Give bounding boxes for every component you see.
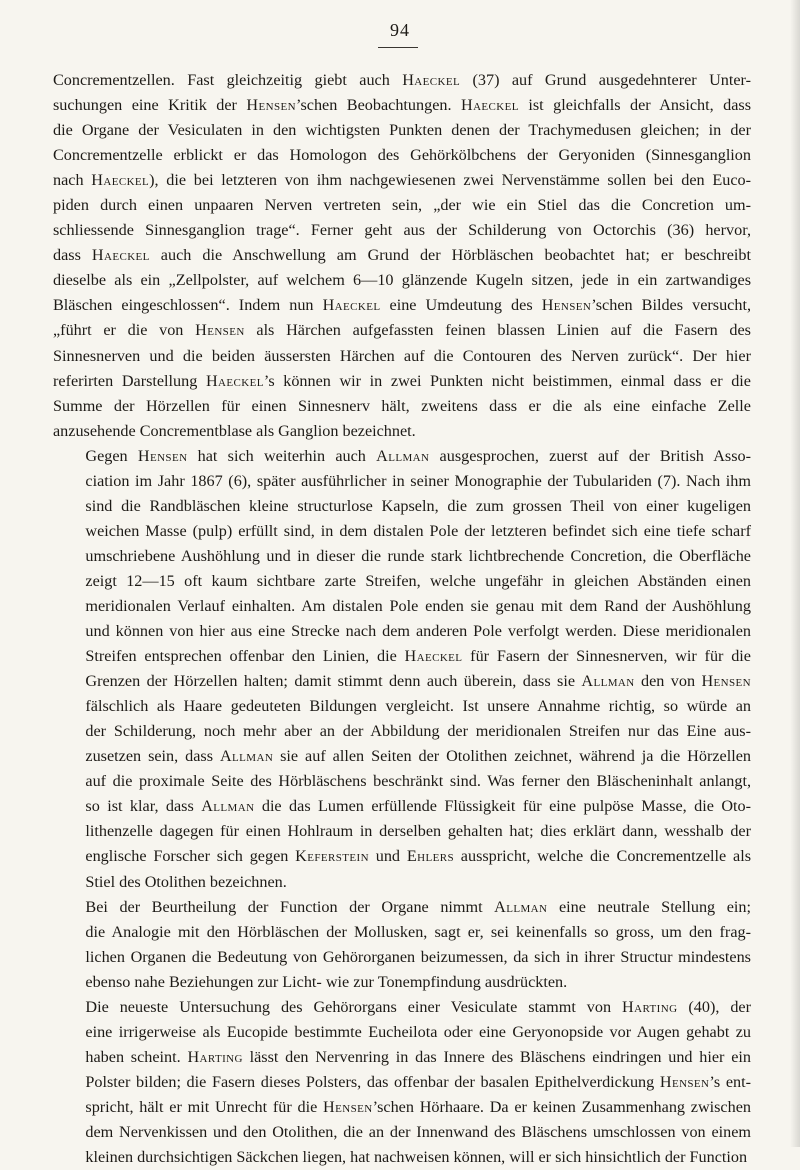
- text-segment: eine neutrale Stellung ein;: [547, 897, 751, 916]
- text-segment: zusetzen sein, dass: [85, 747, 220, 766]
- paragraph: [53, 68, 751, 444]
- text-segment: ausgesprochen, zuerst auf der British Asso-: [429, 446, 751, 465]
- text-segment: Gegen: [85, 446, 138, 465]
- text-line: [53, 644, 751, 669]
- author-name: Hensen: [701, 672, 751, 691]
- text-segment: ciation im Jahr 1867 (6), später ausführlicher in seiner Monographie der Tubulariden (7). Nach ihm: [85, 471, 751, 490]
- text-segment: Polster bilden; die Fasern dieses Polsters, das offenbar der basalen Epithelverdickung: [85, 1072, 660, 1091]
- text-line: [53, 68, 751, 93]
- text-segment: fälschlich als Haare gedeuteten Bildungen vergleicht. Ist unsere Annahme richtig, so würde an: [85, 697, 751, 716]
- text-segment: ausspricht, welche die Concrementzelle als: [453, 847, 752, 866]
- text-segment: und: [368, 847, 407, 866]
- text-line: [53, 118, 751, 143]
- text-line: [53, 193, 751, 218]
- text-line: [53, 218, 751, 243]
- text-segment: ’schen Bildes versucht,: [591, 296, 751, 315]
- text-segment: Stiel des Otolithen bezeichnen.: [85, 872, 287, 891]
- author-name: Hensen: [323, 1097, 373, 1116]
- text-segment: so ist klar, dass: [85, 797, 202, 816]
- text-line: [53, 519, 751, 544]
- page-edge-shadow: [790, 0, 800, 1147]
- text-segment: die das Lumen erfüllende Flüssigkeit für eine pulpöse Masse, die Oto-: [254, 797, 751, 816]
- text-line: [53, 995, 751, 1020]
- text-segment: Summe der Hörzellen für einen Sinnesnerv hält, zweitens dass er die als eine einfache Zelle: [53, 396, 751, 415]
- text-line: [53, 318, 751, 343]
- text-segment: Concrementzellen. Fast gleichzeitig giebt auch: [53, 71, 403, 89]
- text-segment: ist gleichfalls der Ansicht, dass: [518, 96, 751, 115]
- text-segment: die Organe der Vesiculaten in den wichtigsten Punkten denen der Trachymedusen gleichen; in der: [53, 121, 751, 140]
- text-segment: anzusehende Concrementblase als Ganglion bezeichnet.: [53, 421, 416, 440]
- paragraph: [53, 895, 751, 995]
- text-segment: Bei der Beurtheilung der Function der Organe nimmt: [85, 897, 495, 916]
- text-segment: umschriebene Aushöhlung und in dieser die runde stark lichtbrechende Concretion, die Oberfläche: [85, 546, 751, 565]
- author-name: Allman: [219, 747, 274, 766]
- text-segment: „führt er die von: [53, 321, 196, 340]
- author-name: Allman: [494, 897, 548, 916]
- text-line: [53, 419, 751, 444]
- text-line: [53, 669, 751, 694]
- text-line: [53, 719, 751, 744]
- text-line: [53, 1120, 751, 1145]
- text-segment: lithenzelle dagegen für einen Hohlraum in derselben gehalten hat; dies erklärt dann, wesshalb der: [85, 822, 751, 841]
- author-name: Haeckel: [402, 71, 461, 89]
- text-segment: eine Umdeutung des: [380, 296, 542, 315]
- text-line: [53, 1045, 751, 1070]
- page-number: 94: [390, 20, 410, 40]
- text-line: [53, 394, 751, 419]
- text-segment: auch die Anschwellung am Grund der Hörbläschen beobachtet hat; er beschreibt: [149, 246, 751, 265]
- text-segment: Grenzen der Hörzellen halten; damit stimmt denn auch überein, dass sie: [85, 672, 582, 691]
- text-line: [53, 769, 751, 794]
- text-segment: lässt den Nervenring in das Innere des Bläschens eindringen und hier ein: [242, 1047, 751, 1066]
- paragraph: [53, 995, 751, 1170]
- text-segment: die Analogie mit den Hörbläschen der Mollusken, sagt er, sei keinenfalls so gross, um den frag-: [85, 922, 751, 941]
- text-segment: Concrementzelle erblickt er das Homologon des Gehörkölbchens der Geryoniden (Sinnesganglion: [53, 146, 751, 165]
- text-segment: piden durch einen unpaaren Nerven vertreten sein, „der wie ein Stiel das die Concretion um-: [53, 196, 751, 215]
- text-line: [53, 844, 751, 869]
- page-number-rule: [378, 47, 418, 48]
- author-name: Allman: [201, 797, 255, 816]
- text-line: [53, 819, 751, 844]
- text-segment: schliessende Sinnesganglion trage“. Ferner geht aus der Schilderung von Octorchis (36) hervor,: [53, 221, 751, 240]
- text-line: [53, 293, 751, 318]
- text-line: [53, 945, 751, 970]
- text-line: [53, 243, 751, 268]
- text-line: [53, 895, 751, 920]
- text-line: [53, 1145, 751, 1170]
- text-line: [53, 544, 751, 569]
- text-segment: Bläschen eingeschlossen“. Indem nun: [53, 296, 323, 315]
- author-name: Haeckel: [461, 96, 519, 115]
- text-line: [53, 168, 751, 193]
- text-segment: eine irrigerweise als Eucopide bestimmte Eucheilota oder eine Geryonopside vor Augen gehabt zu: [85, 1022, 751, 1041]
- text-line: [53, 268, 751, 293]
- author-name: Keferstein: [295, 847, 369, 866]
- text-line: [53, 143, 751, 168]
- author-name: Haeckel: [205, 371, 264, 390]
- text-line: [53, 870, 751, 895]
- text-line: [53, 744, 751, 769]
- text-segment: (40), der: [677, 997, 751, 1016]
- author-name: Hensen: [195, 321, 245, 340]
- text-line: [53, 794, 751, 819]
- author-name: Haeckel: [322, 296, 381, 315]
- text-segment: ), die bei letzteren von ihm nachgewiesenen zwei Nervenstämme sollen bei den Euco-: [149, 171, 751, 190]
- text-line: [53, 1020, 751, 1045]
- text-segment: referirten Darstellung: [53, 371, 206, 390]
- text-line: [53, 1070, 751, 1095]
- text-line: [53, 569, 751, 594]
- text-segment: lichen Organen die Bedeutung von Gehörorganen beizumessen, da sich in ihrer Structur mindestens: [85, 947, 751, 966]
- author-name: Haeckel: [91, 171, 150, 190]
- text-segment: Die neueste Untersuchung des Gehörorgans einer Vesiculate stammt von: [85, 997, 623, 1016]
- text-segment: für Fasern der Sinnesnerven, wir für die: [462, 647, 751, 666]
- text-segment: der Schilderung, noch mehr aber an der Abbildung der meridionalen Streifen nur das Eine aus-: [85, 722, 751, 741]
- text-segment: meridionalen Verlauf einhalten. Am distalen Pole enden sie genau mit dem Rand der Aushöhlung: [85, 596, 751, 615]
- author-name: Haeckel: [91, 246, 150, 265]
- text-line: [53, 344, 751, 369]
- text-segment: Streifen entsprechen offenbar den Linien, die: [85, 647, 405, 666]
- text-segment: dieselbe als ein „Zellpolster, auf welchem 6—10 glänzende Kugeln sitzen, jede in ein zartwandiges: [53, 271, 751, 290]
- text-segment: sie auf allen Seiten der Otolithen zeichnet, während ja die Hörzellen: [273, 747, 751, 766]
- paragraph: [53, 444, 751, 895]
- author-name: Ehlers: [406, 847, 454, 866]
- text-line: [53, 619, 751, 644]
- text-segment: ’schen Beobachtungen.: [295, 96, 461, 115]
- text-segment: zeigt 12—15 oft kaum sichtbare zarte Streifen, welche ungefähr in gleichen Abständen einen: [85, 571, 751, 590]
- text-segment: und können von hier aus eine Strecke nach dem anderen Pole verfolgt werden. Diese meridionalen: [85, 622, 751, 641]
- text-segment: suchungen eine Kritik der: [53, 96, 247, 115]
- text-segment: ’schen Hörhaare. Da er keinen Zusammenhang zwischen: [372, 1097, 751, 1116]
- text-segment: kleinen durchsichtigen Säckchen liegen, hat nachweisen können, will er sich hinsichtlich der Function: [85, 1148, 748, 1167]
- text-line: [53, 594, 751, 619]
- text-line: [53, 694, 751, 719]
- text-body: [53, 68, 751, 1170]
- author-name: Hensen: [659, 1072, 710, 1091]
- text-segment: Sinnesnerven und die beiden äussersten Härchen auf die Contouren des Nerven zurück“. Der hier: [53, 346, 751, 365]
- author-name: Allman: [376, 446, 430, 465]
- text-line: [53, 444, 751, 469]
- text-line: [53, 970, 751, 995]
- author-name: Harting: [187, 1047, 243, 1066]
- text-segment: (37) auf Grund ausgedehnterer Unter-: [460, 71, 751, 89]
- text-segment: ebenso nahe Beziehungen zur Licht- wie zur Tonempfindung ausdrückten.: [85, 972, 568, 991]
- text-segment: auf die proximale Seite des Hörbläschens beschränkt sind. Was ferner den Bläscheninhalt anlangt,: [85, 772, 751, 791]
- text-segment: weichen Masse (pulp) erfüllt sind, in dem distalen Pole der letzteren befindet sich eine tiefe scharf: [85, 521, 751, 540]
- text-line: [53, 369, 751, 394]
- text-line: [53, 93, 751, 118]
- text-segment: dem Nervenkissen und den Otolithen, die an der Innenwand des Bläschens umschlossen von einem: [85, 1122, 751, 1141]
- text-segment: dass: [53, 246, 92, 265]
- author-name: Hensen: [541, 296, 592, 315]
- text-line: [53, 494, 751, 519]
- author-name: Hensen: [246, 96, 296, 115]
- text-segment: sind die Randbläschen kleine structurlose Kapseln, die zum grossen Theil von einer kugeligen: [85, 496, 751, 515]
- text-line: [53, 1095, 751, 1120]
- text-line: [53, 469, 751, 494]
- text-segment: ’s können wir in zwei Punkten nicht beistimmen, einmal dass er die: [263, 371, 751, 390]
- text-segment: spricht, hält er mit Unrecht für die: [85, 1097, 324, 1116]
- text-segment: hat sich weiterhin auch: [187, 446, 377, 465]
- text-segment: als Härchen aufgefassten feinen blassen Linien auf die Fasern des: [244, 321, 751, 340]
- author-name: Haeckel: [404, 647, 463, 666]
- text-segment: ’s ent-: [709, 1072, 751, 1091]
- text-segment: den von: [634, 672, 702, 691]
- text-segment: nach: [53, 171, 92, 190]
- text-line: [53, 920, 751, 945]
- author-name: Hensen: [137, 446, 188, 465]
- author-name: Harting: [622, 997, 678, 1016]
- author-name: Allman: [581, 672, 635, 691]
- text-segment: englische Forscher sich gegen: [85, 847, 296, 866]
- text-segment: haben scheint.: [85, 1047, 188, 1066]
